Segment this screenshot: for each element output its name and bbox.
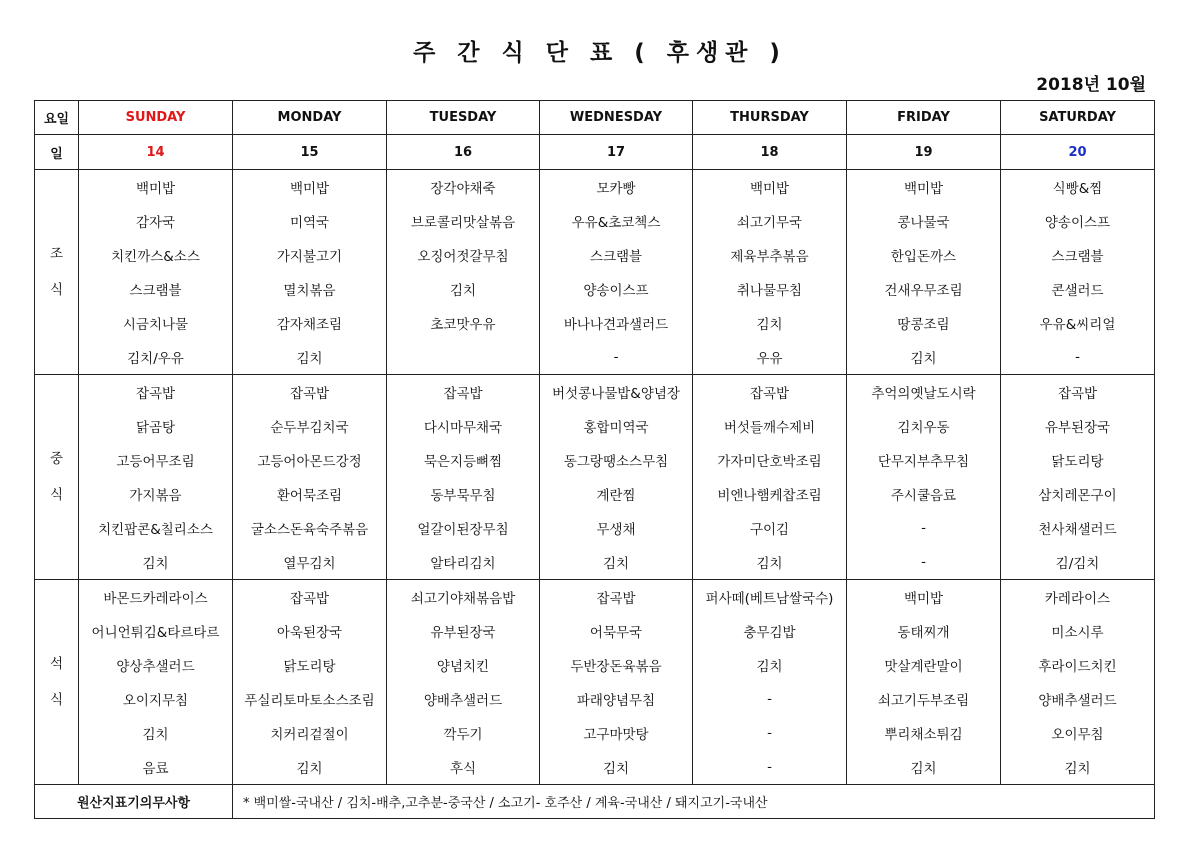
menu-item: 무생채 xyxy=(540,511,693,545)
menu-item: 버섯들깨수제비 xyxy=(693,409,847,443)
menu-item: 바몬드카레라이스 xyxy=(79,580,233,615)
menu-item: - xyxy=(1001,340,1155,375)
menu-row-dinner xyxy=(35,648,1155,682)
weekday-header-row xyxy=(35,101,1155,135)
meal-category-dinner: 석 식 xyxy=(35,580,79,785)
date-thursday: 18 xyxy=(693,135,847,170)
menu-item: - xyxy=(693,682,847,716)
date-wednesday: 17 xyxy=(540,135,693,170)
menu-item: 닭곰탕 xyxy=(79,409,233,443)
menu-item: 김치 xyxy=(387,272,540,306)
weekday-tuesday: TUESDAY xyxy=(387,101,540,135)
menu-item: 쇠고기야채볶음밥 xyxy=(387,580,540,615)
menu-row-lunch xyxy=(35,409,1155,443)
menu-item: 다시마무채국 xyxy=(387,409,540,443)
menu-item: 유부된장국 xyxy=(387,614,540,648)
menu-row-lunch xyxy=(35,443,1155,477)
menu-item: 닭도리탕 xyxy=(233,648,387,682)
menu-item: 콩나물국 xyxy=(847,204,1001,238)
menu-item: 양념치킨 xyxy=(387,648,540,682)
weekday-thursday: THURSDAY xyxy=(693,101,847,135)
menu-item: 어니언튀김&타르타르 xyxy=(79,614,233,648)
menu-item: 김치 xyxy=(233,750,387,785)
menu-item: 후라이드치킨 xyxy=(1001,648,1155,682)
menu-item: 파래양념무침 xyxy=(540,682,693,716)
menu-item: 잡곡밥 xyxy=(540,580,693,615)
menu-item: 천사채샐러드 xyxy=(1001,511,1155,545)
menu-item: 구이김 xyxy=(693,511,847,545)
menu-item: 잡곡밥 xyxy=(693,375,847,410)
menu-item: 감자국 xyxy=(79,204,233,238)
meal-category-lunch: 중 식 xyxy=(35,375,79,580)
menu-item: 닭도리탕 xyxy=(1001,443,1155,477)
menu-item xyxy=(387,340,540,375)
menu-item: 김치 xyxy=(233,340,387,375)
menu-item: 오이무침 xyxy=(1001,716,1155,750)
weekly-menu-table xyxy=(34,100,1155,819)
menu-row-lunch xyxy=(35,511,1155,545)
menu-item: 스크램블 xyxy=(79,272,233,306)
menu-item: 맛살계란말이 xyxy=(847,648,1001,682)
menu-row-lunch xyxy=(35,545,1155,580)
menu-item: 오이지무침 xyxy=(79,682,233,716)
menu-item: 쇠고기두부조림 xyxy=(847,682,1001,716)
date-tuesday: 16 xyxy=(387,135,540,170)
menu-item: 묵은지등뼈찜 xyxy=(387,443,540,477)
menu-item: 후식 xyxy=(387,750,540,785)
weekday-saturday: SATURDAY xyxy=(1001,101,1155,135)
menu-row-breakfast xyxy=(35,204,1155,238)
menu-row-breakfast xyxy=(35,306,1155,340)
page-title: 주 간 식 단 표 ( 후생관 ) xyxy=(413,40,787,66)
menu-item: 초코맛우유 xyxy=(387,306,540,340)
menu-row-dinner xyxy=(35,750,1155,785)
date-saturday: 20 xyxy=(1001,135,1155,170)
menu-item: 모카빵 xyxy=(540,170,693,205)
menu-item: 음료 xyxy=(79,750,233,785)
origin-row xyxy=(35,785,1155,819)
menu-item: 스크램블 xyxy=(540,238,693,272)
menu-item: 버섯콩나물밥&양념장 xyxy=(540,375,693,410)
date-row xyxy=(35,135,1155,170)
menu-item: 멸치볶음 xyxy=(233,272,387,306)
menu-item: 양상추샐러드 xyxy=(79,648,233,682)
weekday-friday: FRIDAY xyxy=(847,101,1001,135)
menu-item: 두반장돈육볶음 xyxy=(540,648,693,682)
menu-item: - xyxy=(540,340,693,375)
menu-item: 잡곡밥 xyxy=(1001,375,1155,410)
menu-item: 시금치나물 xyxy=(79,306,233,340)
menu-item: 카레라이스 xyxy=(1001,580,1155,615)
menu-row-dinner xyxy=(35,716,1155,750)
menu-item: 장각야채죽 xyxy=(387,170,540,205)
menu-item: 푸실리토마토소스조림 xyxy=(233,682,387,716)
menu-item: 가자미단호박조림 xyxy=(693,443,847,477)
menu-item: 비엔나햄케찹조림 xyxy=(693,477,847,511)
menu-item: 깍두기 xyxy=(387,716,540,750)
menu-item: 가지불고기 xyxy=(233,238,387,272)
menu-item: 김치 xyxy=(1001,750,1155,785)
menu-item: 김치 xyxy=(847,750,1001,785)
date-monday: 15 xyxy=(233,135,387,170)
menu-item: 고등어아몬드강정 xyxy=(233,443,387,477)
menu-item: 김치 xyxy=(693,306,847,340)
menu-item: 건새우무조림 xyxy=(847,272,1001,306)
menu-row-lunch xyxy=(35,375,1155,410)
menu-item: 환어묵조림 xyxy=(233,477,387,511)
menu-item: 우유 xyxy=(693,340,847,375)
menu-item: 백미밥 xyxy=(693,170,847,205)
date-friday: 19 xyxy=(847,135,1001,170)
menu-item: 김치우동 xyxy=(847,409,1001,443)
menu-row-breakfast xyxy=(35,272,1155,306)
menu-item: 김치 xyxy=(693,545,847,580)
menu-item: 고등어무조림 xyxy=(79,443,233,477)
menu-item: 김치 xyxy=(693,648,847,682)
menu-item: 홍합미역국 xyxy=(540,409,693,443)
menu-item: 김치 xyxy=(79,716,233,750)
menu-item: 가지볶음 xyxy=(79,477,233,511)
menu-item: 유부된장국 xyxy=(1001,409,1155,443)
menu-item: 잡곡밥 xyxy=(387,375,540,410)
menu-item: - xyxy=(847,511,1001,545)
menu-item: 삼치레몬구이 xyxy=(1001,477,1155,511)
menu-item: 양송이스프 xyxy=(540,272,693,306)
menu-item: 미소시루 xyxy=(1001,614,1155,648)
menu-item: 오징어젓갈무침 xyxy=(387,238,540,272)
menu-item: 김치 xyxy=(540,750,693,785)
menu-item: 쇠고기무국 xyxy=(693,204,847,238)
menu-item: 알타리김치 xyxy=(387,545,540,580)
menu-item: 순두부김치국 xyxy=(233,409,387,443)
menu-item: - xyxy=(693,716,847,750)
menu-item: 동그랑땡소스무침 xyxy=(540,443,693,477)
menu-item: 김치 xyxy=(540,545,693,580)
menu-item: 김/김치 xyxy=(1001,545,1155,580)
menu-item: 백미밥 xyxy=(233,170,387,205)
menu-item: 계란찜 xyxy=(540,477,693,511)
menu-item: 치킨까스&소스 xyxy=(79,238,233,272)
menu-row-dinner xyxy=(35,580,1155,615)
menu-item: 제육부추볶음 xyxy=(693,238,847,272)
menu-item: 백미밥 xyxy=(79,170,233,205)
menu-item: 충무김밥 xyxy=(693,614,847,648)
menu-item: 우유&씨리얼 xyxy=(1001,306,1155,340)
menu-item: 동부묵무침 xyxy=(387,477,540,511)
menu-item: 열무김치 xyxy=(233,545,387,580)
menu-item: 양송이스프 xyxy=(1001,204,1155,238)
menu-item: - xyxy=(693,750,847,785)
menu-item: 얼갈이된장무침 xyxy=(387,511,540,545)
menu-item: 양배추샐러드 xyxy=(1001,682,1155,716)
weekday-monday: MONDAY xyxy=(233,101,387,135)
origin-label: 원산지표기의무사항 xyxy=(35,785,233,819)
origin-text: * 백미쌀-국내산 / 김치-배추,고추분-중국산 / 소고기- 호주산 / 계육-국내산 / 돼지고기-국내산 xyxy=(233,785,1155,819)
menu-row-dinner xyxy=(35,614,1155,648)
menu-item: 단무지부추무침 xyxy=(847,443,1001,477)
menu-item: 치킨팝콘&칠리소스 xyxy=(79,511,233,545)
menu-item: 뿌리채소튀김 xyxy=(847,716,1001,750)
date-sunday: 14 xyxy=(79,135,233,170)
menu-item: 식빵&찜 xyxy=(1001,170,1155,205)
menu-item: 추억의옛날도시락 xyxy=(847,375,1001,410)
menu-item: 우유&초코첵스 xyxy=(540,204,693,238)
menu-item: 취나물무침 xyxy=(693,272,847,306)
menu-item: 굴소스돈육숙주볶음 xyxy=(233,511,387,545)
menu-item: 양배추샐러드 xyxy=(387,682,540,716)
weekday-sunday: SUNDAY xyxy=(79,101,233,135)
menu-item: 스크램블 xyxy=(1001,238,1155,272)
menu-row-breakfast xyxy=(35,170,1155,205)
meal-category-breakfast: 조 식 xyxy=(35,170,79,375)
menu-item: 동태찌개 xyxy=(847,614,1001,648)
year-month: 2018년 10월 xyxy=(1036,75,1146,95)
menu-row-breakfast xyxy=(35,340,1155,375)
menu-item: 잡곡밥 xyxy=(233,580,387,615)
menu-item: 잡곡밥 xyxy=(79,375,233,410)
menu-item: - xyxy=(847,545,1001,580)
menu-item: 김치 xyxy=(79,545,233,580)
menu-item: 잡곡밥 xyxy=(233,375,387,410)
menu-item: 고구마맛탕 xyxy=(540,716,693,750)
weekday-wednesday: WEDNESDAY xyxy=(540,101,693,135)
menu-item: 감자채조림 xyxy=(233,306,387,340)
menu-row-breakfast xyxy=(35,238,1155,272)
menu-item: 주시쿨음료 xyxy=(847,477,1001,511)
menu-item: 백미밥 xyxy=(847,580,1001,615)
menu-item: 바나나견과샐러드 xyxy=(540,306,693,340)
menu-item: 콘샐러드 xyxy=(1001,272,1155,306)
date-label: 일 xyxy=(35,135,79,170)
menu-item: 백미밥 xyxy=(847,170,1001,205)
weekday-label: 요일 xyxy=(35,101,79,135)
menu-row-lunch xyxy=(35,477,1155,511)
menu-item: 김치/우유 xyxy=(79,340,233,375)
menu-row-dinner xyxy=(35,682,1155,716)
menu-item: 한입돈까스 xyxy=(847,238,1001,272)
menu-item: 퍼사떼(베트남쌀국수) xyxy=(693,580,847,615)
menu-item: 아욱된장국 xyxy=(233,614,387,648)
menu-item: 어묵무국 xyxy=(540,614,693,648)
menu-item: 미역국 xyxy=(233,204,387,238)
menu-item: 치커리겉절이 xyxy=(233,716,387,750)
menu-item: 김치 xyxy=(847,340,1001,375)
menu-item: 브로콜리맛살볶음 xyxy=(387,204,540,238)
menu-item: 땅콩조림 xyxy=(847,306,1001,340)
